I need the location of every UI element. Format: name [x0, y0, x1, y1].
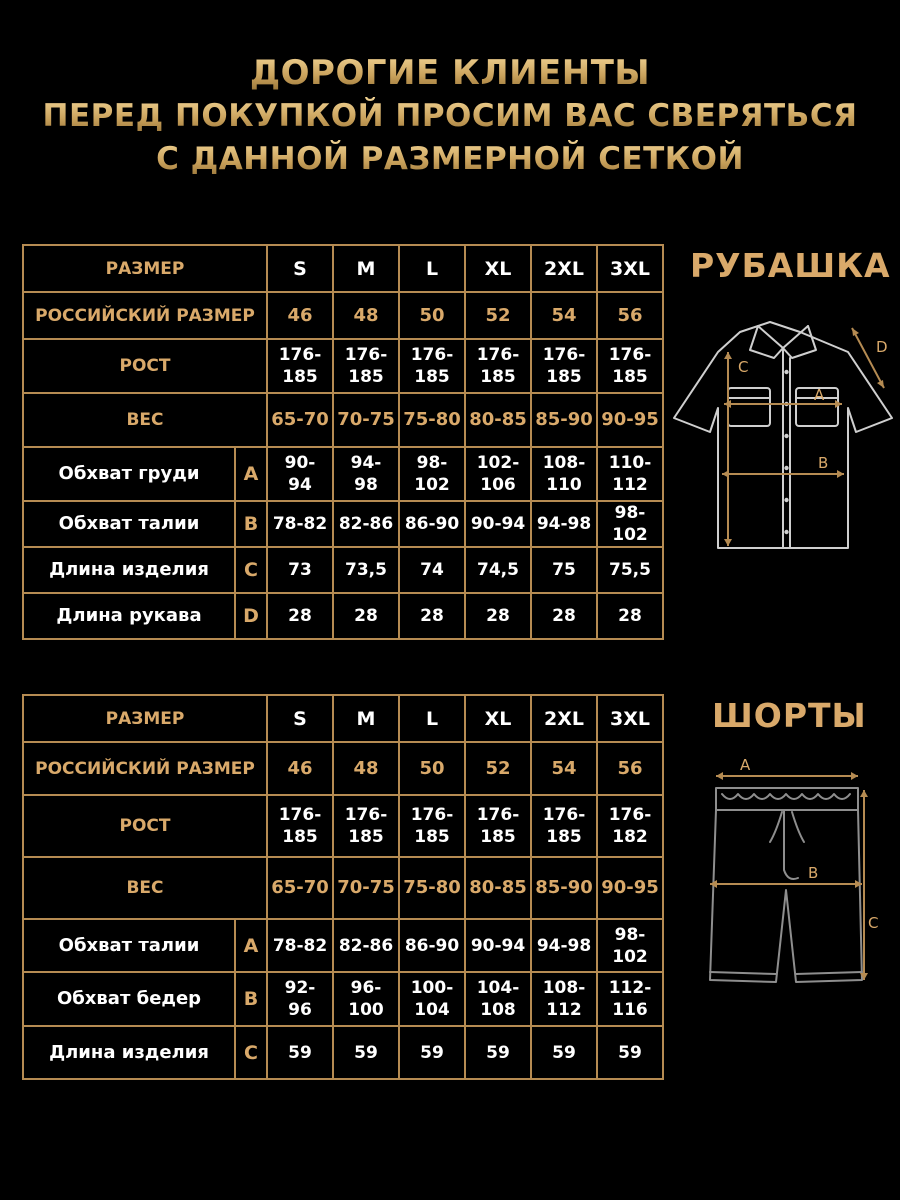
- hips-cell: 92- 96: [267, 972, 333, 1026]
- weight-label: ВЕС: [23, 857, 267, 919]
- sleeve-cell: 28: [465, 593, 531, 639]
- size-cell: XL: [465, 245, 531, 292]
- length-row: [23, 547, 663, 593]
- waist-cell: 94-98: [531, 919, 597, 972]
- weight-cell: 65-70: [267, 393, 333, 447]
- chest-cell: 102- 106: [465, 447, 531, 501]
- waist-cell: 90-94: [465, 501, 531, 547]
- weight-cell: 85-90: [531, 857, 597, 919]
- height-row: [23, 795, 663, 857]
- hips-cell: 108- 112: [531, 972, 597, 1026]
- chest-cell: 90- 94: [267, 447, 333, 501]
- waist-letter: A: [235, 919, 267, 972]
- height-cell: 176- 185: [399, 795, 465, 857]
- weight-cell: 80-85: [465, 393, 531, 447]
- chest-label: Обхват груди: [23, 447, 235, 501]
- weight-cell: 85-90: [531, 393, 597, 447]
- shirt-label-a: A: [814, 386, 825, 404]
- russian-size-cell: 48: [333, 292, 399, 339]
- length-label: Длина изделия: [23, 1026, 235, 1079]
- height-cell: 176- 185: [399, 339, 465, 393]
- russian-size-cell: 50: [399, 292, 465, 339]
- height-cell: 176- 185: [333, 339, 399, 393]
- height-label: РОСТ: [23, 795, 267, 857]
- header: [0, 52, 900, 181]
- chest-cell: 108- 110: [531, 447, 597, 501]
- size-cell: XL: [465, 695, 531, 742]
- weight-cell: 75-80: [399, 393, 465, 447]
- sleeve-cell: 28: [531, 593, 597, 639]
- length-cell: 73,5: [333, 547, 399, 593]
- shirt-label-d: D: [876, 338, 888, 356]
- length-cell: 59: [597, 1026, 663, 1079]
- shirt-size-table: [22, 244, 664, 640]
- waist-cell: 86-90: [399, 919, 465, 972]
- shorts-label-c: C: [868, 914, 879, 932]
- sleeve-letter: D: [235, 593, 267, 639]
- hips-label: Обхват бедер: [23, 972, 235, 1026]
- weight-cell: 90-95: [597, 857, 663, 919]
- sleeve-cell: 28: [597, 593, 663, 639]
- size-cell: S: [267, 245, 333, 292]
- russian-size-cell: 54: [531, 742, 597, 795]
- waist-row: [23, 501, 663, 547]
- length-cell: 59: [465, 1026, 531, 1079]
- waist-cell: 90-94: [465, 919, 531, 972]
- length-cell: 74,5: [465, 547, 531, 593]
- russian-size-cell: 56: [597, 742, 663, 795]
- weight-cell: 70-75: [333, 857, 399, 919]
- sleeve-cell: 28: [399, 593, 465, 639]
- chest-row: [23, 447, 663, 501]
- hips-cell: 100- 104: [399, 972, 465, 1026]
- header-subtitle-line1: ПЕРЕД ПОКУПКОЙ ПРОСИМ ВАС СВЕРЯТЬСЯ: [0, 95, 900, 138]
- shorts-diagram-icon: [700, 750, 895, 1000]
- weight-cell: 65-70: [267, 857, 333, 919]
- shorts-label-a: A: [740, 756, 751, 774]
- weight-cell: 80-85: [465, 857, 531, 919]
- chest-cell: 110- 112: [597, 447, 663, 501]
- height-cell: 176- 185: [465, 795, 531, 857]
- waist-cell: 98-102: [597, 919, 663, 972]
- size-cell: 3XL: [597, 245, 663, 292]
- waist-label: Обхват талии: [23, 501, 235, 547]
- russian-size-cell: 54: [531, 292, 597, 339]
- shorts-size-table: [22, 694, 664, 1080]
- russian-size-cell: 46: [267, 742, 333, 795]
- length-cell: 59: [399, 1026, 465, 1079]
- waist-cell: 86-90: [399, 501, 465, 547]
- height-cell: 176- 182: [597, 795, 663, 857]
- weight-cell: 70-75: [333, 393, 399, 447]
- length-cell: 59: [531, 1026, 597, 1079]
- size-cell: L: [399, 695, 465, 742]
- waist-cell: 82-86: [333, 501, 399, 547]
- russian-size-cell: 52: [465, 742, 531, 795]
- size-cell: 3XL: [597, 695, 663, 742]
- height-cell: 176- 185: [597, 339, 663, 393]
- size-cell: L: [399, 245, 465, 292]
- hips-letter: B: [235, 972, 267, 1026]
- height-cell: 176- 185: [531, 339, 597, 393]
- hips-cell: 104- 108: [465, 972, 531, 1026]
- height-cell: 176- 185: [267, 339, 333, 393]
- length-letter: C: [235, 1026, 267, 1079]
- hips-cell: 96- 100: [333, 972, 399, 1026]
- size-cell: 2XL: [531, 245, 597, 292]
- waist-row: [23, 919, 663, 972]
- weight-row: [23, 857, 663, 919]
- shirt-title: РУБАШКА: [690, 246, 891, 285]
- height-cell: 176- 185: [465, 339, 531, 393]
- russian-size-label: РОССИЙСКИЙ РАЗМЕР: [23, 742, 267, 795]
- sleeve-cell: 28: [333, 593, 399, 639]
- height-cell: 176- 185: [333, 795, 399, 857]
- waist-cell: 94-98: [531, 501, 597, 547]
- sleeve-row: [23, 593, 663, 639]
- waist-label: Обхват талии: [23, 919, 235, 972]
- size-cell: S: [267, 695, 333, 742]
- header-subtitle-line2: С ДАННОЙ РАЗМЕРНОЙ СЕТКОЙ: [0, 138, 900, 181]
- weight-label: ВЕС: [23, 393, 267, 447]
- size-row: [23, 695, 663, 742]
- size-cell: M: [333, 245, 399, 292]
- shirt-label-c: C: [738, 358, 749, 376]
- shorts-label-b: B: [808, 864, 819, 882]
- length-label: Длина изделия: [23, 547, 235, 593]
- sleeve-label: Длина рукава: [23, 593, 235, 639]
- header-title: ДОРОГИЕ КЛИЕНТЫ: [0, 52, 900, 95]
- length-cell: 59: [267, 1026, 333, 1079]
- chest-letter: A: [235, 447, 267, 501]
- hips-row: [23, 972, 663, 1026]
- length-letter: C: [235, 547, 267, 593]
- waist-cell: 78-82: [267, 501, 333, 547]
- weight-row: [23, 393, 663, 447]
- waist-cell: 78-82: [267, 919, 333, 972]
- sleeve-cell: 28: [267, 593, 333, 639]
- height-label: РОСТ: [23, 339, 267, 393]
- shirt-diagram-icon: [670, 300, 900, 560]
- height-cell: 176- 185: [267, 795, 333, 857]
- size-label: РАЗМЕР: [23, 695, 267, 742]
- length-cell: 74: [399, 547, 465, 593]
- russian-size-row: [23, 742, 663, 795]
- shorts-title: ШОРТЫ: [712, 696, 867, 735]
- length-cell: 59: [333, 1026, 399, 1079]
- russian-size-row: [23, 292, 663, 339]
- weight-cell: 75-80: [399, 857, 465, 919]
- chest-cell: 98- 102: [399, 447, 465, 501]
- size-row: [23, 245, 663, 292]
- size-cell: M: [333, 695, 399, 742]
- waist-cell: 82-86: [333, 919, 399, 972]
- length-cell: 75,5: [597, 547, 663, 593]
- russian-size-cell: 46: [267, 292, 333, 339]
- russian-size-cell: 56: [597, 292, 663, 339]
- weight-cell: 90-95: [597, 393, 663, 447]
- length-cell: 73: [267, 547, 333, 593]
- waist-cell: 98-102: [597, 501, 663, 547]
- height-cell: 176- 185: [531, 795, 597, 857]
- hips-cell: 112- 116: [597, 972, 663, 1026]
- size-label: РАЗМЕР: [23, 245, 267, 292]
- russian-size-cell: 48: [333, 742, 399, 795]
- russian-size-label: РОССИЙСКИЙ РАЗМЕР: [23, 292, 267, 339]
- chest-cell: 94- 98: [333, 447, 399, 501]
- russian-size-cell: 52: [465, 292, 531, 339]
- length-row: [23, 1026, 663, 1079]
- russian-size-cell: 50: [399, 742, 465, 795]
- height-row: [23, 339, 663, 393]
- size-cell: 2XL: [531, 695, 597, 742]
- waist-letter: B: [235, 501, 267, 547]
- shirt-label-b: B: [818, 454, 829, 472]
- length-cell: 75: [531, 547, 597, 593]
